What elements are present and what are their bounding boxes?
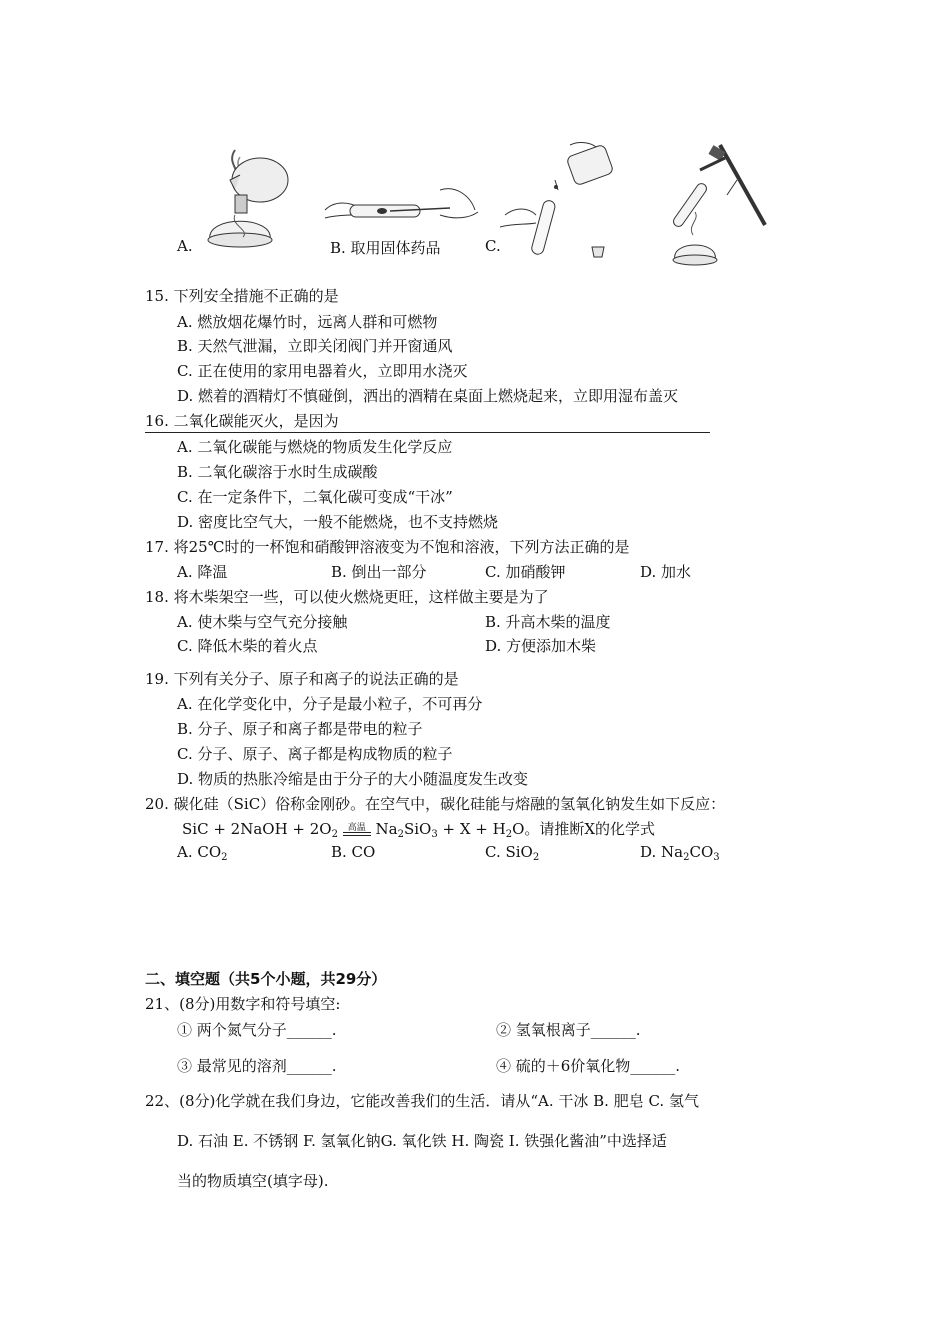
q18-option-b: B. 升高木柴的温度 (485, 613, 611, 631)
q20-eq-left: SiC + 2NaOH + 2O (182, 820, 332, 838)
section-fill-in-title: 二、填空题（共5个小题，共29分） (145, 970, 387, 988)
q17-option-d: D. 加水 (640, 563, 692, 581)
q19-option-c: C. 分子、原子、离子都是构成物质的粒子 (177, 745, 453, 763)
q19-stem: 19. 下列有关分子、原子和离子的说法正确的是 (145, 670, 459, 688)
q17-stem: 17. 将25℃时的一杯饱和硝酸钾溶液变为不饱和溶液，下列方法正确的是 (145, 538, 630, 556)
q19-option-b: B. 分子、原子和离子都是带电的粒子 (177, 720, 423, 738)
q20-eq-sio: SiO (403, 820, 432, 838)
q15-option-a: A. 燃放烟花爆竹时，远离人群和可燃物 (177, 313, 438, 331)
q20-equation (182, 818, 655, 840)
q18-option-c: C. 降低木柴的着火点 (177, 637, 318, 655)
q21-stem: 21、(8分)用数字和符号填空: (145, 995, 341, 1013)
figure-a-alcohol-lamp-heating (195, 145, 300, 255)
q22-line-3: 当的物质填空(填字母). (177, 1172, 329, 1190)
q17-option-a: A. 降温 (177, 563, 228, 581)
q20-option-d-text2: CO (689, 843, 714, 861)
q20-option-c-text: C. SiO (485, 843, 533, 861)
q20-option-a (177, 843, 228, 863)
q20-eq-na: Na (370, 820, 398, 838)
q16-option-c: C. 在一定条件下，二氧化碳可变成“干冰” (177, 488, 453, 506)
q20-eq-h-sub: 2 (505, 829, 513, 840)
q20-option-b-text: B. CO (331, 843, 376, 861)
q19-option-d: D. 物质的热胀冷缩是由于分子的大小随温度发生改变 (177, 770, 529, 788)
figure-a-label: A. (177, 237, 193, 255)
q16-option-a: A. 二氧化碳能与燃烧的物质发生化学反应 (177, 438, 453, 456)
q20-eq-na-sub: 2 (397, 829, 404, 840)
q20-eq-tail: 。请推断X的化学式 (524, 820, 656, 838)
q18-option-d: D. 方便添加木柴 (485, 637, 597, 655)
q18-option-a: A. 使木柴与空气充分接触 (177, 613, 348, 631)
q15-stem: 15. 下列安全措施不正确的是 (145, 287, 339, 305)
q20-eq-mid: + X + H (437, 820, 506, 838)
figure-c-label: C. (485, 237, 501, 255)
q19-option-a: A. 在化学变化中，分子是最小粒子，不可再分 (177, 695, 483, 713)
q16-stem: 16. 二氧化碳能灭火，是因为 (145, 412, 339, 430)
q20-option-d (640, 843, 720, 863)
figure-d-heating-test-tube (665, 140, 775, 270)
q16-option-b: B. 二氧化碳溶于水时生成碳酸 (177, 463, 378, 481)
figure-c-pouring-liquid (500, 135, 630, 265)
q16-option-d: D. 密度比空气大，一般不能燃烧，也不支持燃烧 (177, 513, 499, 531)
q20-eq-condition: 高温 (343, 820, 371, 833)
figure-b-label: B. 取用固体药品 (330, 239, 441, 257)
q18-stem: 18. 将木柴架空一些，可以使火燃烧更旺，这样做主要是为了 (145, 588, 549, 606)
q21-item-4: ④ 硫的＋6价氧化物______. (496, 1057, 681, 1075)
q15-option-c: C. 正在使用的家用电器着火，立即用水浇灭 (177, 362, 468, 380)
q21-item-2: ② 氢氧根离子______. (496, 1021, 641, 1039)
q22-line-2: D. 石油 E. 不锈钢 F. 氢氧化钠G. 氧化铁 H. 陶瓷 I. 铁强化酱油”中选择适 (177, 1132, 667, 1150)
q20-eq-o: O (512, 820, 525, 838)
q20-eq-sio-sub: 3 (431, 829, 438, 840)
q17-option-c: C. 加硝酸钾 (485, 563, 566, 581)
q20-option-d-sub: 2 (683, 852, 690, 863)
q21-item-1: ① 两个氮气分子______. (177, 1021, 337, 1039)
q20-eq-o2-sub: 2 (331, 829, 338, 840)
q20-option-d-sub2: 3 (713, 852, 720, 863)
q20-option-a-text: A. CO (177, 843, 222, 861)
figure-b-taking-solid-reagent (320, 180, 480, 230)
q15-option-b: B. 天然气泄漏，立即关闭阀门并开窗通风 (177, 337, 453, 355)
q20-option-a-sub: 2 (221, 852, 228, 863)
q20-option-c-sub: 2 (532, 852, 540, 863)
q20-option-d-text: D. Na (640, 843, 684, 861)
q20-option-b (331, 843, 375, 861)
q20-option-c (485, 843, 539, 863)
q17-option-b: B. 倒出一部分 (331, 563, 427, 581)
q15-option-d: D. 燃着的酒精灯不慎碰倒，洒出的酒精在桌面上燃烧起来，立即用湿布盖灭 (177, 387, 679, 405)
q21-item-3: ③ 最常见的溶剂______. (177, 1057, 337, 1075)
q20-stem: 20. 碳化硅（SiC）俗称金刚砂。在空气中，碳化硅能与熔融的氢氧化钠发生如下反应： (145, 795, 726, 813)
q22-line-1: 22、(8分)化学就在我们身边，它能改善我们的生活．请从“A. 干冰 B. 肥皂 C. 氢气 (145, 1092, 699, 1110)
